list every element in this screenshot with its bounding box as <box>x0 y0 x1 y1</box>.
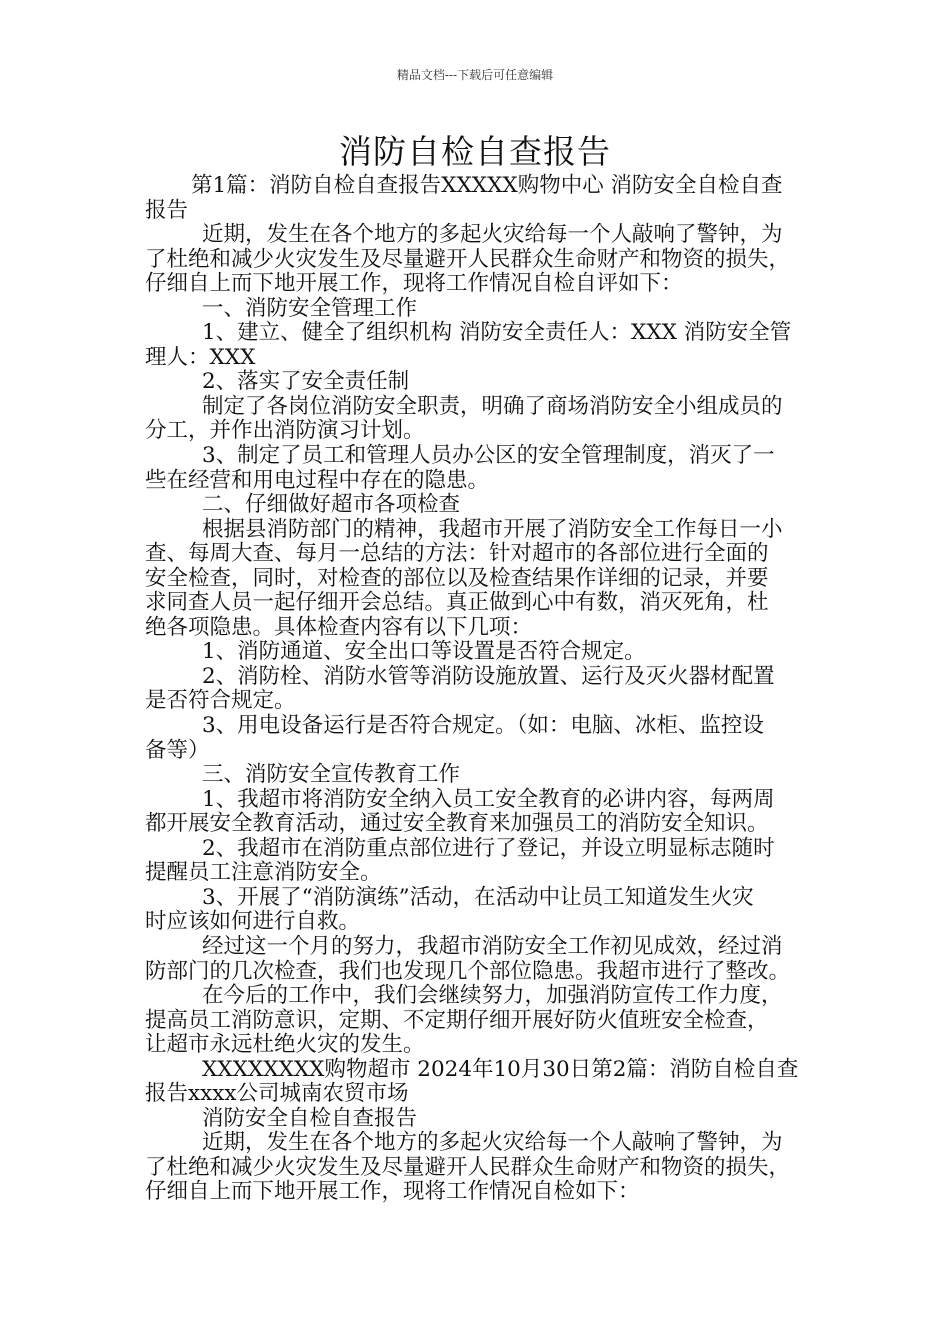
body-text-line: 理人：XXX <box>145 344 256 370</box>
body-text-line: 二、仔细做好超市各项检查 <box>202 492 461 518</box>
body-text-line: 备等） <box>145 737 210 763</box>
body-text-line: 求同查人员一起仔细开会总结。真正做到心中有数，消灭死角，杜 <box>145 590 769 616</box>
body-text-line: 安全检查，同时，对检查的部位以及检查结果作详细的记录，并要 <box>145 565 769 591</box>
body-text-line: 报告 <box>145 197 189 223</box>
document-body <box>145 174 825 1205</box>
body-text-line: XXXXXXXX购物超市 2024年10月30日第2篇：消防自检自查 <box>202 1056 799 1082</box>
body-text-line: 经过这一个月的努力，我超市消防安全工作初见成效，经过消 <box>202 933 783 959</box>
body-text-line: 些在经营和用电过程中存在的隐患。 <box>145 467 490 493</box>
body-text-line: 三、消防安全宣传教育工作 <box>202 762 461 788</box>
body-text-line: 分工，并作出消防演习计划。 <box>145 418 425 444</box>
body-text-line: 仔细自上而下地开展工作，现将工作情况自检自评如下： <box>145 271 683 297</box>
body-text-line: 2、我超市在消防重点部位进行了登记，并设立明显标志随时 <box>202 835 775 861</box>
body-text-line: 查、每周大查、每月一总结的方法：针对超市的各部位进行全面的 <box>145 541 769 567</box>
body-text-line: 根据县消防部门的精神，我超市开展了消防安全工作每日一小 <box>202 516 783 542</box>
body-text-line: 绝各项隐患。具体检查内容有以下几项： <box>145 614 533 640</box>
body-text-line: 3、开展了“消防演练”活动，在活动中让员工知道发生火灾 <box>202 884 754 910</box>
body-text-line: 了杜绝和减少火灾发生及尽量避开人民群众生命财产和物资的损失， <box>145 246 791 272</box>
body-text-line: 3、用电设备运行是否符合规定。（如：电脑、冰柜、监控设 <box>202 713 764 739</box>
body-text-line: 了杜绝和减少火灾发生及尽量避开人民群众生命财产和物资的损失， <box>145 1154 791 1180</box>
body-text-line: 消防安全自检自查报告 <box>202 1105 418 1131</box>
body-text-line: 时应该如何进行自救。 <box>145 909 361 935</box>
page-header: 精品文档---下载后可任意编辑 <box>396 68 554 82</box>
body-text-line: 提高员工消防意识，定期、不定期仔细开展好防火值班安全检查， <box>145 1007 769 1033</box>
document-title: 消防自检自查报告 <box>339 132 611 171</box>
body-text-line: 在今后的工作中，我们会继续努力，加强消防宣传工作力度， <box>202 983 783 1009</box>
body-text-line: 报告xxxx公司城南农贸市场 <box>145 1081 409 1107</box>
body-text-line: 3、制定了员工和管理人员办公区的安全管理制度，消灭了一 <box>202 443 775 469</box>
body-text-line: 一、消防安全管理工作 <box>202 295 418 321</box>
body-text-line: 近期，发生在各个地方的多起火灾给每一个人敲响了警钟，为 <box>202 1130 783 1156</box>
body-text-line: 仔细自上而下地开展工作，现将工作情况自检如下： <box>145 1179 640 1205</box>
body-text-line: 是否符合规定。 <box>145 688 296 714</box>
body-text-line: 防部门的几次检查，我们也发现几个部位隐患。我超市进行了整改。 <box>145 958 791 984</box>
body-text-line: 1、建立、健全了组织机构 消防安全责任人：XXX 消防安全管 <box>202 320 792 346</box>
body-text-line: 1、我超市将消防安全纳入员工安全教育的必讲内容，每两周 <box>202 786 775 812</box>
body-text-line: 让超市永远杜绝火灾的发生。 <box>145 1032 425 1058</box>
body-text-line: 2、落实了安全责任制 <box>202 369 410 395</box>
body-text-line: 近期，发生在各个地方的多起火灾给每一个人敲响了警钟，为 <box>202 222 783 248</box>
body-text-line: 提醒员工注意消防安全。 <box>145 860 382 886</box>
body-text-line: 制定了各岗位消防安全职责，明确了商场消防安全小组成员的 <box>202 393 783 419</box>
body-text-line: 都开展安全教育活动，通过安全教育来加强员工的消防安全知识。 <box>145 811 769 837</box>
body-text-line: 1、消防通道、安全出口等设置是否符合规定。 <box>202 639 646 665</box>
body-text-line: 2、消防栓、消防水管等消防设施放置、运行及灭火器材配置 <box>202 663 775 689</box>
body-text-line: 第1篇：消防自检自查报告XXXXX购物中心 消防安全自检自查 <box>191 173 783 198</box>
